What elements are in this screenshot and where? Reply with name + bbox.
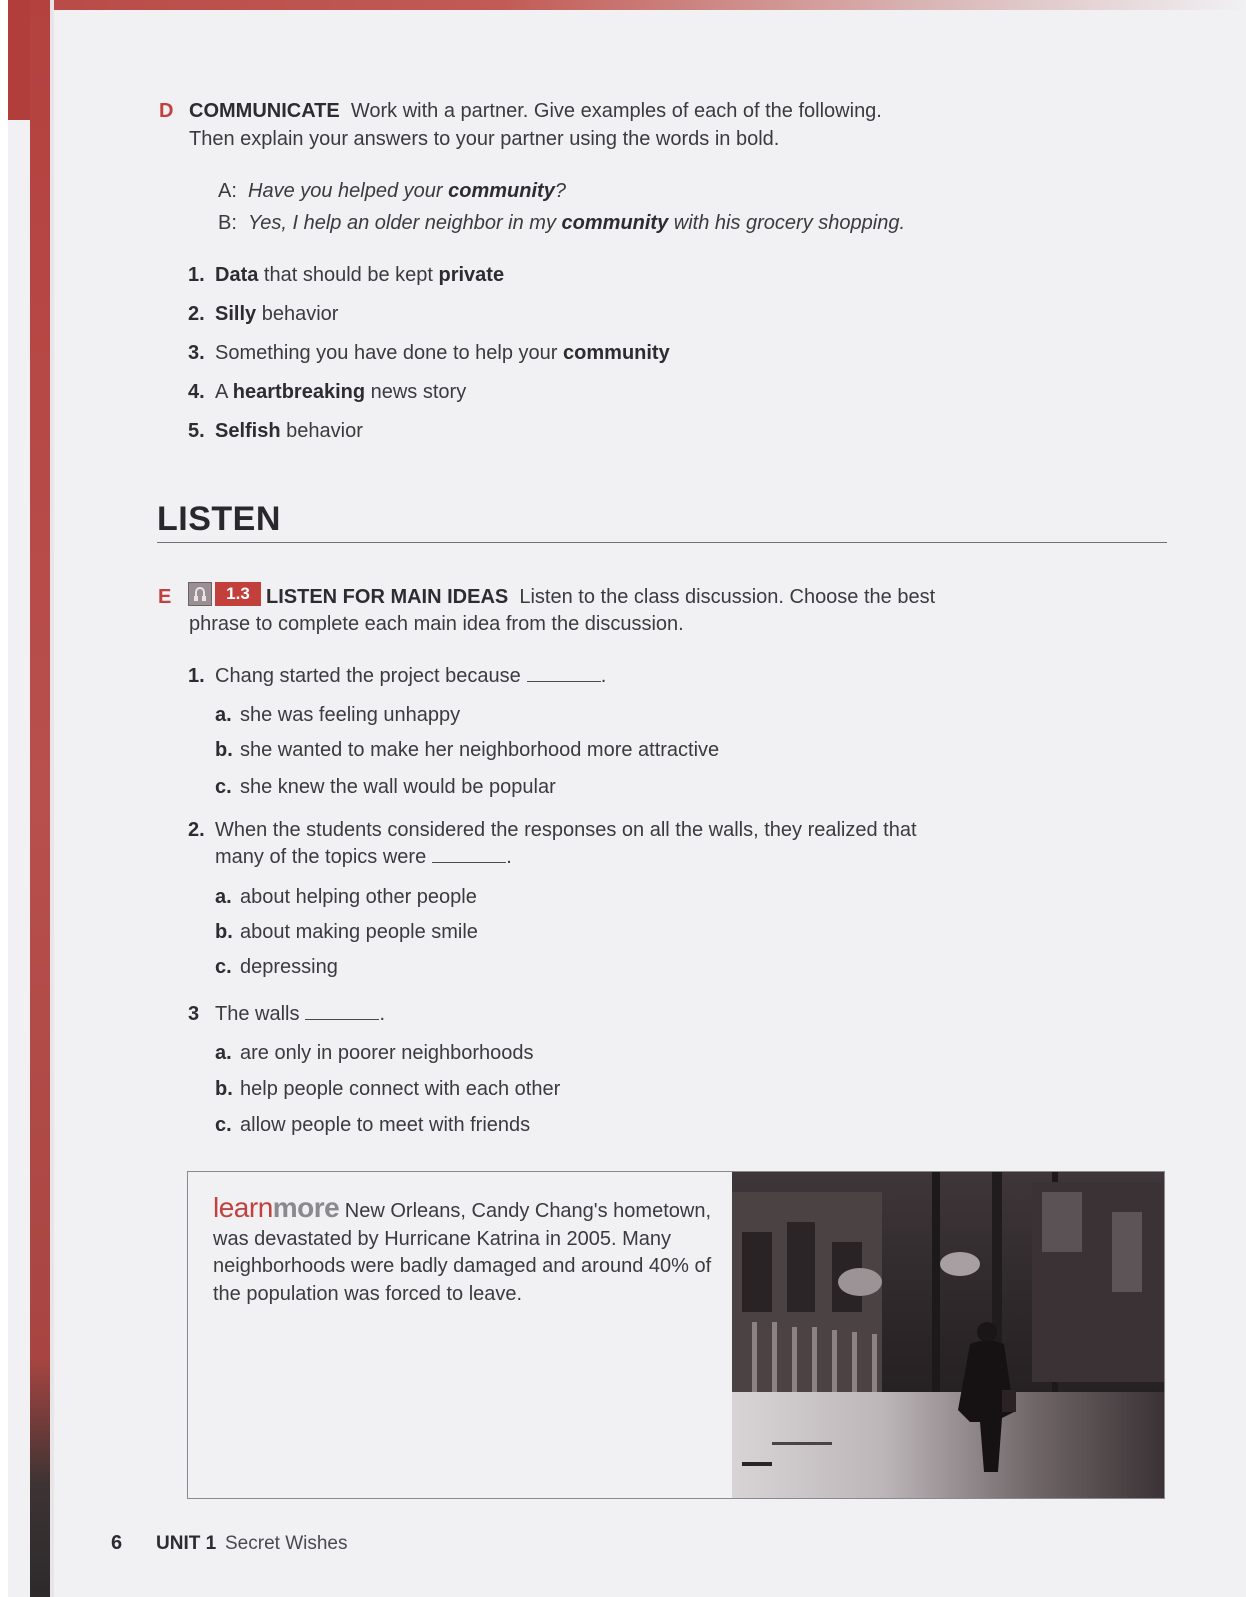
section-e-lead: LISTEN FOR MAIN IDEAS bbox=[266, 586, 509, 608]
section-e-instructions-1 bbox=[266, 583, 986, 611]
d-item-text: A bbox=[215, 381, 233, 403]
d-item-bold: Silly bbox=[215, 303, 257, 325]
d-item-bold: heartbreaking bbox=[232, 381, 366, 403]
learn-more-logo-learn: learn bbox=[213, 1192, 273, 1223]
footer-unit: UNIT 1 bbox=[156, 1533, 217, 1554]
option-letter: a. bbox=[215, 886, 232, 908]
d-item-number: 4. bbox=[188, 381, 205, 403]
question-text: many of the topics were bbox=[215, 846, 427, 868]
top-edge-bar bbox=[0, 0, 1246, 10]
question-text: When the students considered the responses on all the walls, they realized that bbox=[215, 819, 917, 841]
heading-rule bbox=[157, 542, 1167, 543]
option-letter: b. bbox=[215, 1078, 233, 1100]
question-text: Chang started the project because bbox=[215, 665, 521, 687]
option-letter: c. bbox=[215, 776, 232, 798]
dialog-b-end: with his grocery shopping. bbox=[668, 212, 906, 234]
dialog-line-a bbox=[218, 180, 566, 203]
option bbox=[215, 776, 556, 799]
d-item-text: Something you have done to help your bbox=[215, 342, 564, 364]
page-gutter bbox=[0, 0, 8, 1597]
speaker-a: A: bbox=[218, 180, 237, 202]
speaker-b: B: bbox=[218, 212, 237, 234]
d-item-text: behavior bbox=[280, 420, 363, 442]
section-d-instruction-1: Work with a partner. Give examples of each of the following. bbox=[350, 100, 882, 122]
section-e-instruction-2: phrase to complete each main idea from the discussion. bbox=[189, 613, 684, 635]
option-text: are only in poorer neighborhoods bbox=[240, 1042, 534, 1064]
d-item bbox=[188, 342, 670, 365]
d-item-bold: Data bbox=[215, 264, 259, 286]
answer-blank bbox=[527, 667, 601, 682]
d-item bbox=[188, 264, 504, 287]
option-letter: c. bbox=[215, 956, 232, 978]
d-item-text: news story bbox=[365, 381, 467, 403]
question-end: . bbox=[379, 1003, 386, 1025]
option bbox=[215, 739, 719, 762]
e-question-3 bbox=[188, 1003, 385, 1026]
listen-heading: LISTEN bbox=[157, 500, 281, 538]
dialog-a-end: ? bbox=[554, 180, 566, 202]
d-item-bold: community bbox=[563, 342, 670, 364]
section-d-instruction-2: Then explain your answers to your partner using the words in bold. bbox=[189, 128, 780, 150]
d-item-bold: Selfish bbox=[215, 420, 281, 442]
d-item-bold: private bbox=[438, 264, 505, 286]
d-item-text: that should be kept bbox=[258, 264, 439, 286]
option-text: about making people smile bbox=[240, 921, 478, 943]
option bbox=[215, 1078, 560, 1101]
option-text: allow people to meet with friends bbox=[240, 1114, 531, 1136]
option-letter: a. bbox=[215, 1042, 232, 1064]
dialog-b-bold: community bbox=[561, 212, 669, 234]
section-d-instructions bbox=[189, 97, 969, 153]
d-item-number: 2. bbox=[188, 303, 205, 325]
section-e-instruction-1: Listen to the class discussion. Choose the best bbox=[519, 586, 936, 608]
option bbox=[215, 704, 460, 727]
option-letter: b. bbox=[215, 921, 233, 943]
learn-more-text bbox=[213, 1194, 718, 1308]
option bbox=[215, 1042, 534, 1065]
option bbox=[215, 956, 338, 979]
option-text: help people connect with each other bbox=[240, 1078, 561, 1100]
question-end: . bbox=[506, 846, 512, 868]
question-number: 2. bbox=[188, 819, 205, 841]
option-text: she was feeling unhappy bbox=[240, 704, 461, 726]
option-letter: b. bbox=[215, 739, 233, 761]
option-text: depressing bbox=[240, 956, 338, 978]
section-d-lead: COMMUNICATE bbox=[189, 100, 340, 122]
learn-more-body: New Orleans, Candy Chang's hometown, was devastated by Hurricane Katrina in 2005. Many neighborhoods were badly damaged and around 40% of the population was forced to leave. bbox=[213, 1200, 712, 1305]
e-question-2 bbox=[188, 819, 917, 842]
option bbox=[215, 1114, 530, 1137]
answer-blank bbox=[432, 848, 506, 863]
answer-blank bbox=[305, 1005, 379, 1020]
option bbox=[215, 886, 477, 909]
footer-title: Secret Wishes bbox=[225, 1533, 348, 1554]
d-item bbox=[188, 420, 363, 443]
d-item-number: 3. bbox=[188, 342, 205, 364]
option-text: she wanted to make her neighborhood more attractive bbox=[240, 739, 720, 761]
audio-icon[interactable] bbox=[188, 582, 212, 606]
dialog-a-bold: community bbox=[448, 180, 555, 202]
section-e-letter: E bbox=[158, 586, 172, 608]
section-d-letter: D bbox=[159, 100, 174, 122]
e-question-2-cont bbox=[215, 846, 512, 869]
d-item bbox=[188, 381, 466, 404]
option-letter: c. bbox=[215, 1114, 232, 1136]
d-item-text: behavior bbox=[256, 303, 339, 325]
dialog-b-text: Yes, I help an older neighbor in my bbox=[248, 212, 562, 234]
dialog-a-text: Have you helped your bbox=[248, 180, 449, 202]
book-spine bbox=[30, 0, 50, 1597]
question-end: . bbox=[600, 665, 607, 687]
question-number: 1. bbox=[188, 665, 205, 687]
dialog-line-b bbox=[218, 212, 905, 235]
page-number: 6 bbox=[111, 1532, 123, 1554]
spine-inner-edge bbox=[50, 0, 54, 1597]
d-item bbox=[188, 303, 338, 326]
new-orleans-street-photo bbox=[732, 1172, 1164, 1498]
option-text: she knew the wall would be popular bbox=[240, 776, 556, 798]
track-number-badge: 1.3 bbox=[215, 582, 261, 606]
option bbox=[215, 921, 478, 944]
option-text: about helping other people bbox=[240, 886, 477, 908]
d-item-number: 5. bbox=[188, 420, 205, 442]
option-letter: a. bbox=[215, 704, 232, 726]
question-text: The walls bbox=[215, 1003, 300, 1025]
learn-more-logo-more: more bbox=[272, 1192, 340, 1223]
question-number: 3 bbox=[188, 1003, 200, 1025]
e-question-1 bbox=[188, 665, 606, 688]
d-item-number: 1. bbox=[188, 264, 205, 286]
